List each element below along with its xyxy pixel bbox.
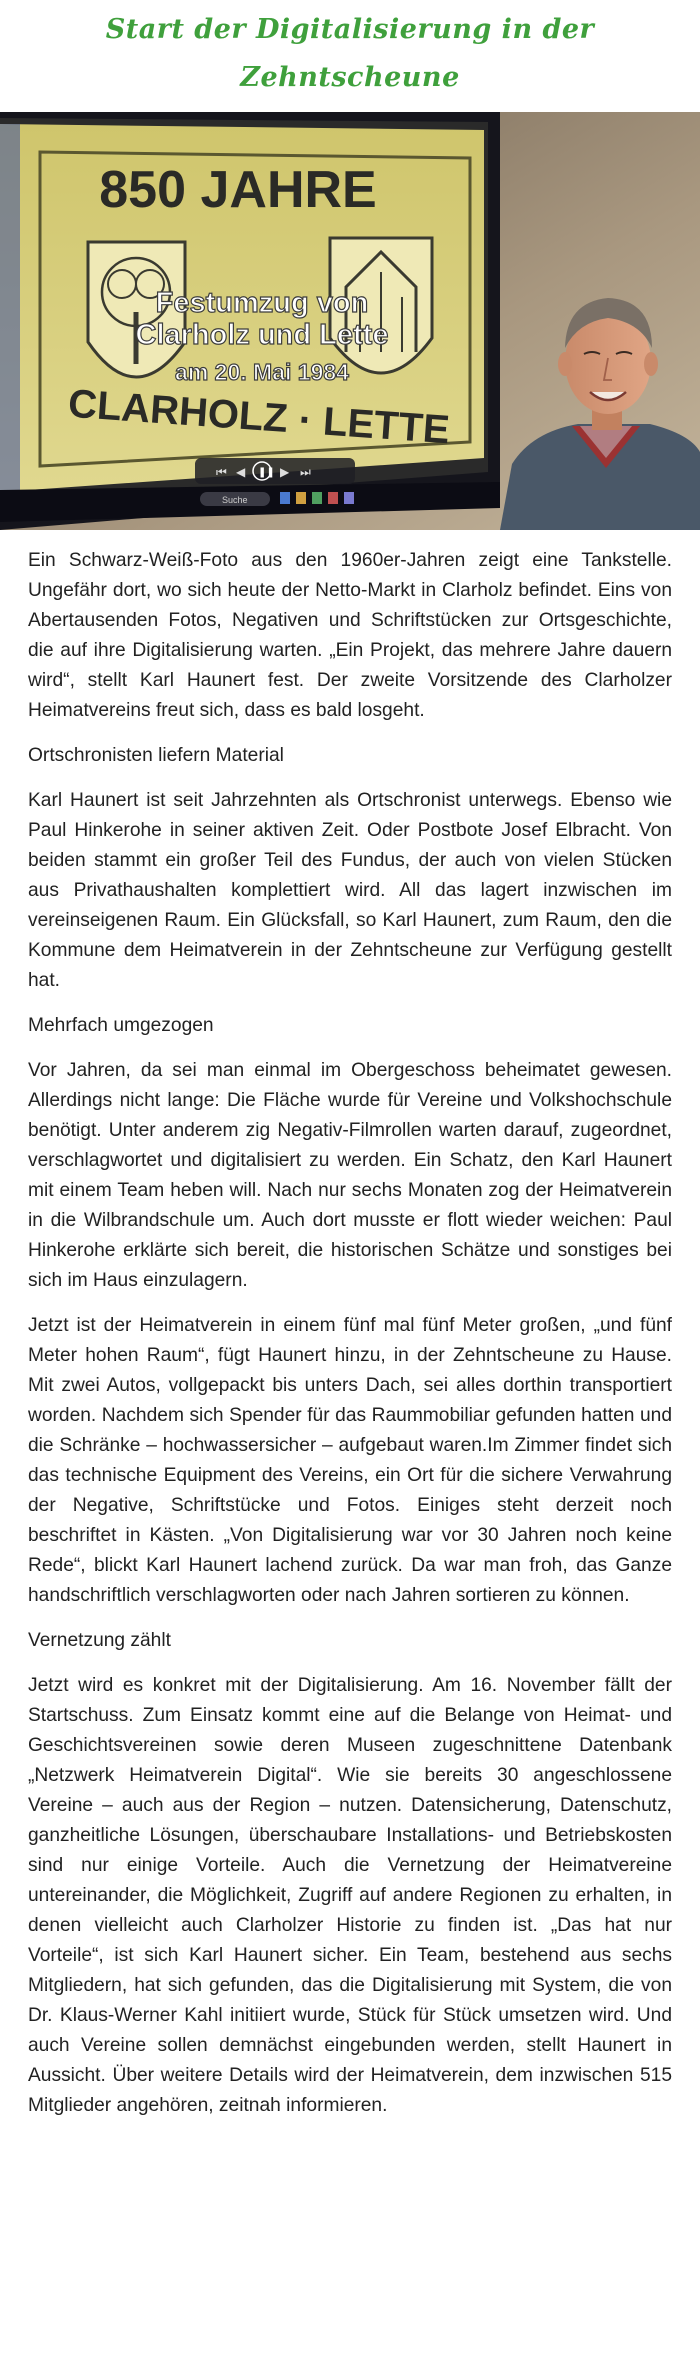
- previous-icon[interactable]: ⏮: [216, 465, 227, 479]
- article-body: [28, 546, 672, 2136]
- taskbar-app-icon[interactable]: [312, 492, 322, 504]
- media-controls: [195, 458, 355, 484]
- article-subheading: Mehrfach umgezogen: [28, 1015, 214, 1036]
- sign-date: am 20. Mai 1984: [175, 359, 349, 385]
- article-paragraph: Ein Schwarz-Weiß-Foto aus den 1960er-Jahren zeigt eine Tankstelle. Ungefähr dort, wo sich heute der Netto-Markt in Clarholz befindet. Eins von Abertausenden Fotos, Negativen und Schriftstücken zur Ortsgeschichte, die auf ihre Digitalisierung warten. „Ein Projekt, das mehrere Jahre dauern wird“, stellt Karl Haunert fest. Der zweite Vorsitzende des Clarholzer Heimatvereins freut sich, dass es bald losgeht.: [28, 550, 672, 721]
- article-paragraph: Jetzt ist der Heimatverein in einem fünf mal fünf Meter großen, „und fünf Meter hohen Raum“, fügt Haunert hinzu, in der Zehntscheune zu Hause. Mit zwei Autos, vollgepackt bis unters Dach, sei alles dorthin transportiert worden. Nachdem sich Spender für das Raummobiliar gefunden hatten und die Schränke – hochwassersicher – aufgebaut waren.Im Zimmer findet sich das technische Equipment des Vereins, ein Ort für die sichere Verwahrung der Negative, Schriftstücke und Fotos. Einiges steht derzeit noch beschriftet in Kästen. „Von Digitalisierung war vor 30 Jahren noch keine Rede“, blickt Karl Haunert lachend zurück. Da war man froh, das Ganze handschriftlich verschlagworten oder nach Jahren sortieren zu können.: [28, 1315, 672, 1606]
- svg-text:❚❚: ❚❚: [258, 467, 275, 478]
- rewind-icon[interactable]: ◀: [236, 465, 246, 479]
- article-paragraph: Jetzt wird es konkret mit der Digitalisierung. Am 16. November fällt der Startschuss. Zum Einsatz kommt eine auf die Belange von Heimat- und Geschichtsvereinen sowie deren Museen zugeschnittene Datenbank „Netzwerk Heimatverein Digital“. Wie sie bereits 30 angeschlossene Vereine – auch aus der Region – nutzen. Datensicherung, Datenschutz, ganzheitliche Lösungen, überschaubare Installations- und Betriebskosten sind nur einige Vorteile. Auch die Vernetzung der Heimatvereine untereinander, die Möglichkeit, Zugriff auf andere Regionen zu erhalten, in denen vielleicht auch Clarholzer Historie zu finden ist. „Das hat nur Vorteile“, ist sich Karl Haunert sicher. Ein Team, bestehend aus sechs Mitgliedern, hat sich gefunden, das die Digitalisierung mit System, die von Dr. Klaus-Werner Kahl initiiert wurde, Stück für Stück umsetzen wird. Und auch Vereine sollen demnächst eingebunden werden, stellt Haunert in Aussicht. Über weitere Details wird der Heimatverein, dem inzwischen 515 Mitglieder angehören, zeitnah informieren.: [28, 1675, 672, 2116]
- sign-parade-line2: Clarholz und Lette: [135, 319, 389, 351]
- sign-bottom-text: CLARHOLZ · LETTE: [66, 381, 452, 453]
- taskbar-search-label: Suche: [222, 495, 248, 505]
- taskbar-app-icon[interactable]: [296, 492, 306, 504]
- next-icon[interactable]: ⏭: [300, 465, 311, 479]
- forward-icon[interactable]: ▶: [280, 465, 290, 479]
- taskbar-app-icon[interactable]: [344, 492, 354, 504]
- article-photo: [0, 112, 700, 530]
- tv-screen: [0, 112, 500, 530]
- article-paragraph: Vor Jahren, da sei man einmal im Obergeschoss beheimatet gewesen. Allerdings nicht lange: Die Fläche wurde für Vereine und Volkshochschule benötigt. Unter anderem zig Negativ-Filmrollen warten darauf, zugeordnet, verschlagwortet und digitalisiert zu werden. Ein Schatz, den Karl Haunert mit einem Team heben will. Nach nur sechs Monaten zog der Heimatverein in die Wilbrandschule um. Auch dort musste er flott wieder weichen: Paul Hinkerohe erklärte sich bereit, die historischen Schätze und sonstiges bei sich im Haus einzulagern.: [28, 1060, 672, 1291]
- sign-parade-line1: Festumzug von: [155, 287, 369, 319]
- photo-illustration: [0, 112, 700, 530]
- page-header: [0, 0, 700, 112]
- sign-heading: 850 JAHRE: [99, 161, 377, 219]
- taskbar-app-icon[interactable]: [280, 492, 290, 504]
- taskbar-app-icon[interactable]: [328, 492, 338, 504]
- article-paragraph: Karl Haunert ist seit Jahrzehnten als Ortschronist unterwegs. Ebenso wie Paul Hinkerohe in seiner aktiven Zeit. Oder Postbote Josef Elbracht. Von beiden stammt ein großer Teil des Fundus, der auch von vielen Stücken aus Privathaushalten komplettiert wird. All das lagert inzwischen im vereinseigenen Raum. Ein Glücksfall, so Karl Haunert, zum Raum, den die Kommune dem Heimatverein in der Zehntscheune zur Verfügung gestellt hat.: [28, 790, 672, 991]
- article-subheading: Vernetzung zählt: [28, 1630, 171, 1651]
- page-title-line1: Start der Digitalisierung in der Zehntscheune: [105, 14, 595, 93]
- article-subheading: Ortschronisten liefern Material: [28, 745, 284, 766]
